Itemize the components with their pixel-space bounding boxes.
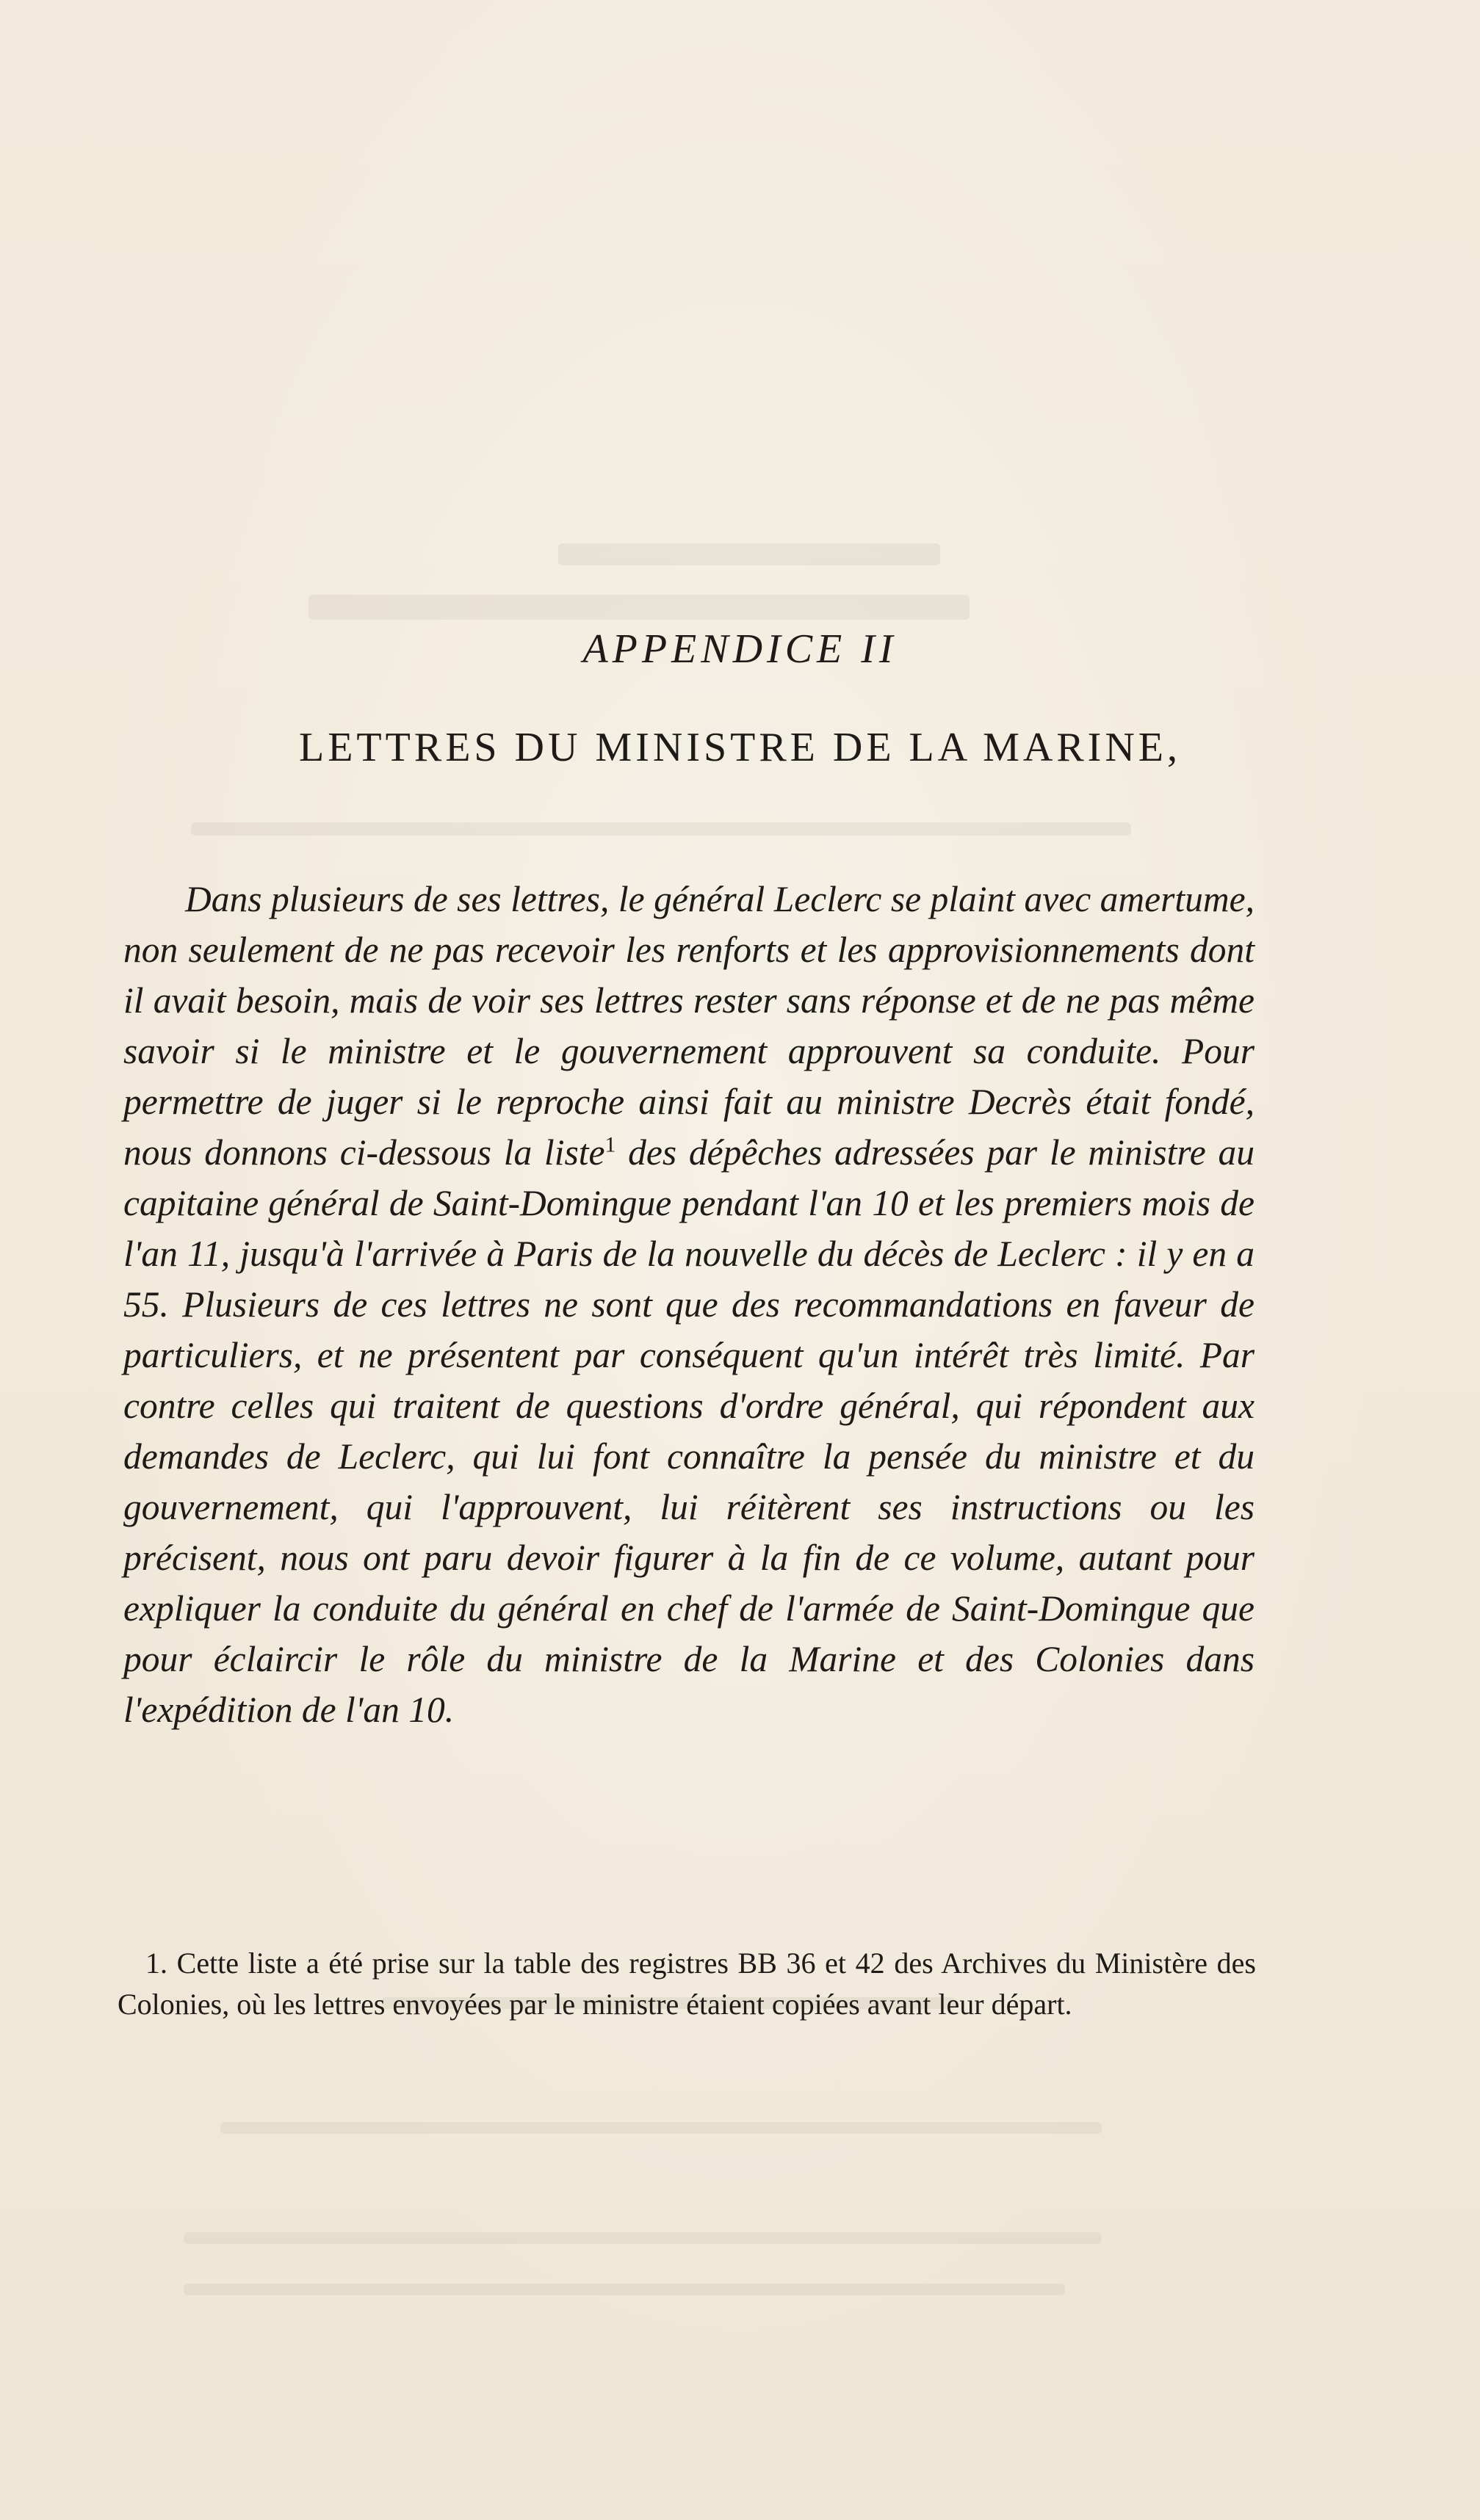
body-text-part-2: des dépêches adressées par le ministre au capitaine général de Saint-Domingue pendant l'an 10 et les premiers mois de l'an 11, jusqu'à l'arrivée à Paris de la nouvelle du décès de Leclerc : il y en a 55. Plusieurs de ces lettres ne sont que des recommandations en faveur de particuliers, et ne présentent par conséquent qu'un intérêt très limité. Par contre celles qui traitent de questions d'ordre général, qui répondent aux demandes de Leclerc, qui lui font connaître la pensée du ministre et du gouvernement, qui l'approuvent, lui réitèrent ses instructions ou les précisent, nous ont paru devoir figurer à la fin de ce volume, autant pour expliquer la conduite du général en chef de l'armée de Saint-Domingue que pour éclaircir le rôle du ministre de la Marine et des Colonies dans l'expédition de l'an 10.	[123, 1132, 1255, 1730]
footnote-reference: 1	[604, 1132, 616, 1157]
body-paragraph-text	[123, 874, 1255, 1735]
footnote-number: 1.	[145, 1947, 167, 1980]
footnote-text	[118, 1943, 1256, 2025]
section-title: LETTRES DU MINISTRE DE LA MARINE,	[299, 725, 1181, 770]
body-text-part-1: Dans plusieurs de ses lettres, le général Leclerc se plaint avec amertume, non seulement de ne pas recevoir les renforts et les approvisionnements dont il avait besoin, mais de voir ses lettres rester sans réponse et de ne pas même savoir si le ministre et le gouvernement approuvent sa conduite. Pour permettre de juger si le reproche ainsi fait au ministre Decrès était fondé, nous donnons ci-dessous la liste	[123, 879, 1255, 1173]
body-paragraph	[123, 874, 1255, 1735]
footnote	[118, 1943, 1256, 2025]
appendix-title: APPENDICE II	[582, 626, 898, 672]
footnote-body: Cette liste a été prise sur la table des registres BB 36 et 42 des Archives du Ministère des Colonies, où les lettres envoyées par le ministre étaient copiées avant leur départ.	[118, 1947, 1257, 2021]
